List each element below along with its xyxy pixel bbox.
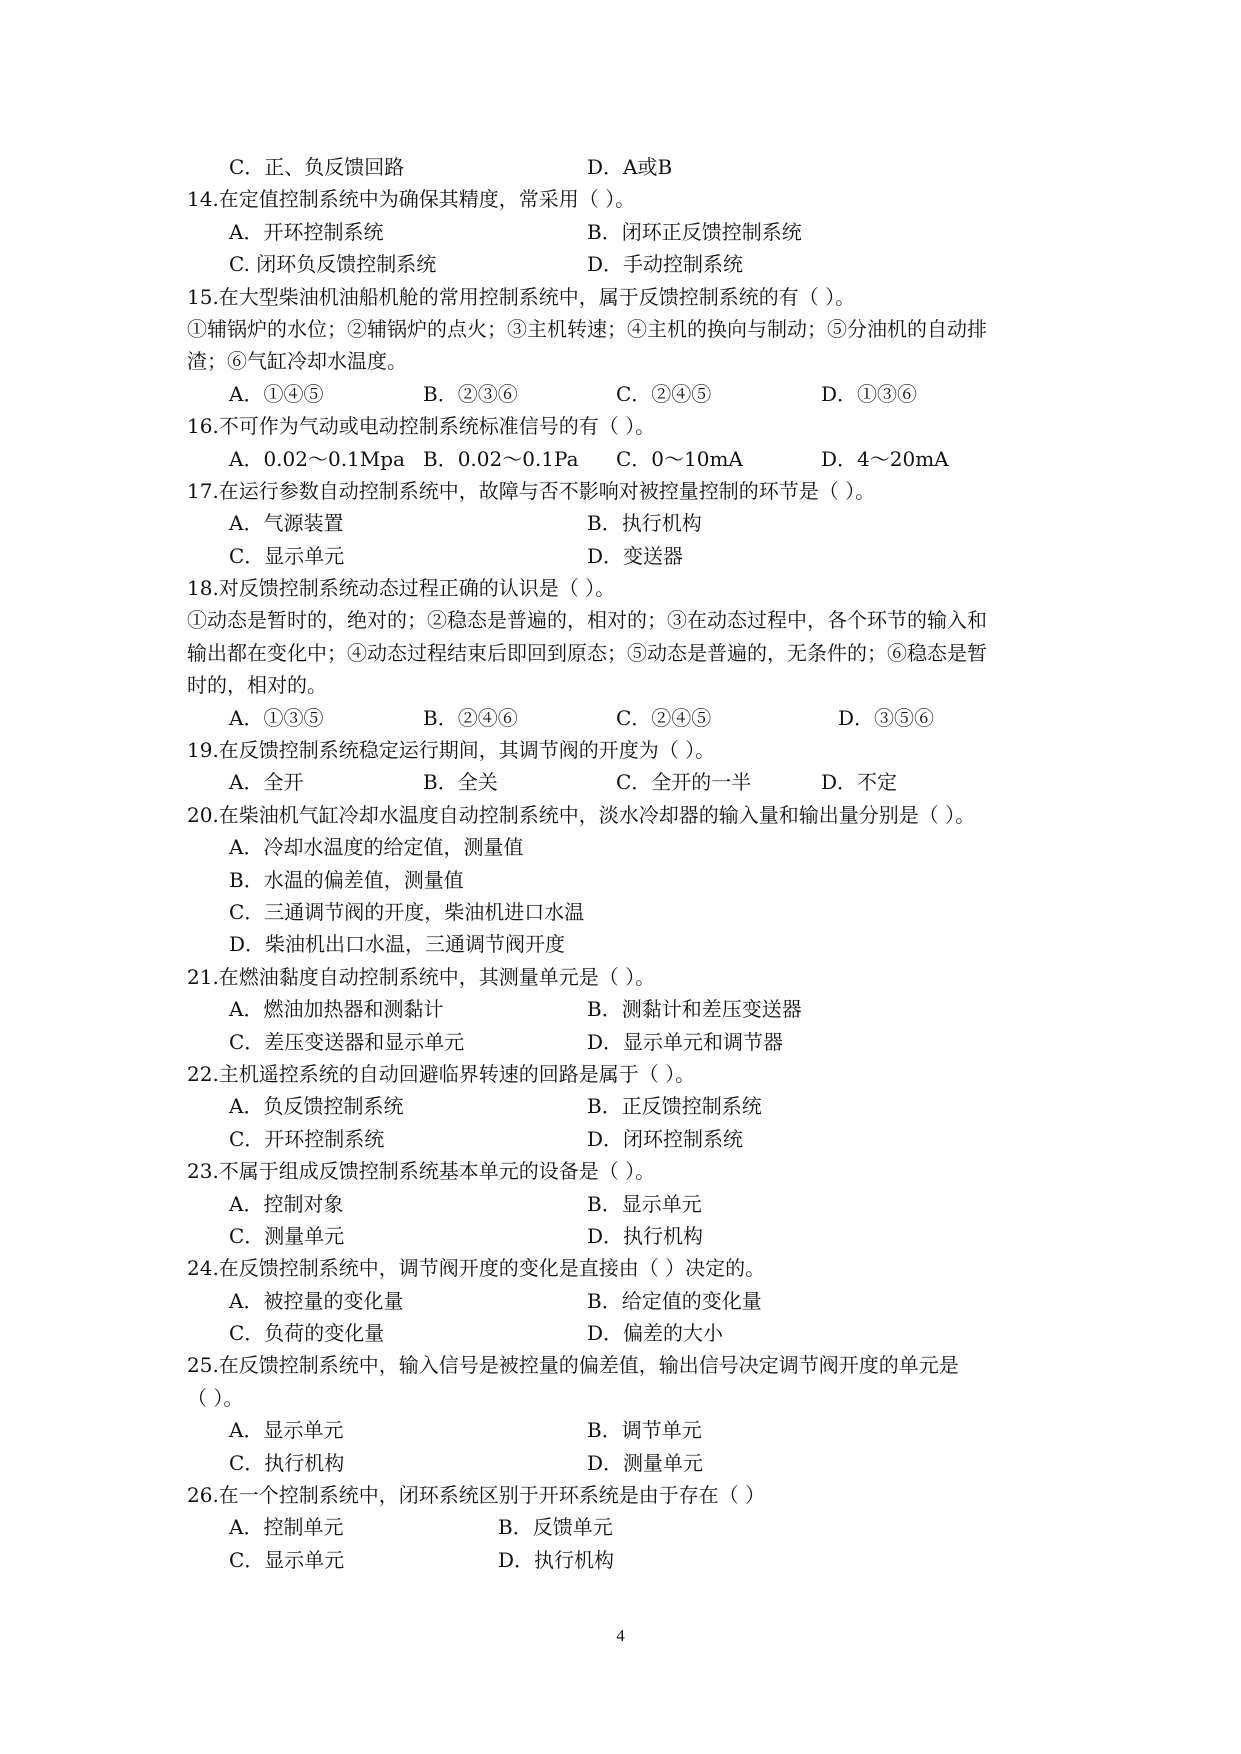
option-row [187,1447,1067,1479]
answer-option: B．水温的偏差值，测量值 [229,867,464,892]
answer-option: B．②④⑥ [423,705,518,730]
answer-option: D．执行机构 [587,1223,704,1248]
option-row [187,216,1067,248]
answer-option: D．偏差的大小 [587,1321,724,1346]
answer-option: C．0～10mA [616,446,743,471]
question-stem: 21.在燃油黏度自动控制系统中，其测量单元是（ ）。 [187,964,656,989]
question-stem: 14.在定值控制系统中为确保其精度，常采用（ ）。 [187,187,636,212]
question-stem: 26.在一个控制系统中，闭环系统区别于开环系统是由于存在（ ） [187,1483,766,1508]
option-row [187,507,1067,539]
option-row [187,1511,1067,1543]
question-text-line: 渣；⑥气缸冷却水温度。 [187,349,407,374]
question-list [187,151,1067,1576]
option-row [187,1090,1067,1122]
answer-option: D．闭环控制系统 [587,1126,744,1151]
option-row [187,766,1067,798]
answer-option: C．测量单元 [229,1223,345,1248]
question-stem: 24.在反馈控制系统中，调节阀开度的变化是直接由（ ）决定的。 [187,1256,766,1281]
option-row [187,993,1067,1025]
question-stem: 16.不可作为气动或电动控制系统标准信号的有（ ）。 [187,414,656,439]
answer-option: A．被控量的变化量 [229,1288,404,1313]
answer-option: D．执行机构 [498,1547,615,1572]
answer-option: A．开环控制系统 [229,219,384,244]
question-stem: 23.不属于组成反馈控制系统基本单元的设备是（ ）。 [187,1159,656,1184]
option-row [187,1414,1067,1446]
answer-option: A．冷却水温度的给定值，测量值 [229,835,524,860]
answer-option: C．全开的一半 [616,770,752,795]
answer-option: B．②③⑥ [423,381,518,406]
option-row [187,1285,1067,1317]
option-row [187,1317,1067,1349]
answer-option: B．全关 [423,770,498,795]
answer-option: A．0.02～0.1Mpa [229,446,405,471]
answer-option: A．气源装置 [229,511,344,536]
option-row [187,378,1067,410]
answer-option: D．柴油机出口水温，三通调节阀开度 [229,932,566,957]
answer-option: B．正反馈控制系统 [587,1094,762,1119]
answer-option: D．变送器 [587,543,684,568]
question-text-line: ①动态是暂时的，绝对的；②稳态是普遍的，相对的；③在动态过程中，各个环节的输入和 [187,608,987,633]
answer-option: B．执行机构 [587,511,702,536]
answer-option: C．负荷的变化量 [229,1321,385,1346]
answer-option: B．反馈单元 [498,1515,613,1540]
option-row [187,151,1067,183]
question-stem: 25.在反馈控制系统中，输入信号是被控量的偏差值，输出信号决定调节阀开度的单元是 [187,1353,959,1378]
option-row [187,540,1067,572]
answer-option: D．显示单元和调节器 [587,1029,784,1054]
answer-option: B．0.02～0.1Pa [423,446,579,471]
answer-option: D．测量单元 [587,1450,704,1475]
answer-option: D．不定 [821,770,898,795]
answer-option: D．A或B [587,155,673,179]
option-row [187,1544,1067,1576]
answer-option: C．显示单元 [229,543,345,568]
answer-option: B．测黏计和差压变送器 [587,997,802,1022]
question-text-line: （ ）。 [187,1385,244,1410]
answer-option: B．显示单元 [587,1191,702,1216]
answer-option: A．负反馈控制系统 [229,1094,404,1119]
answer-option: D．手动控制系统 [587,252,744,277]
answer-option: D．③⑤⑥ [838,705,935,730]
answer-option: C．差压变送器和显示单元 [229,1029,465,1054]
answer-option: C．②④⑤ [616,705,712,730]
question-stem: 17.在运行参数自动控制系统中，故障与否不影响对被控量控制的环节是（ ）。 [187,478,876,503]
question-stem: 22.主机遥控系统的自动回避临界转速的回路是属于（ ）。 [187,1061,696,1086]
question-stem: 18.对反馈控制系统动态过程正确的认识是（ ）。 [187,576,616,601]
answer-option: C．执行机构 [229,1450,345,1475]
answer-option: A．全开 [229,770,304,795]
question-stem: 20.在柴油机气缸冷却水温度自动控制系统中，淡水冷却器的输入量和输出量分别是（ ）。 [187,802,976,827]
answer-option: B．给定值的变化量 [587,1288,762,1313]
answer-option: B．调节单元 [587,1418,702,1443]
question-text-line: ①辅锅炉的水位；②辅锅炉的点火；③主机转速；④主机的换向与制动；⑤分油机的自动排 [187,316,987,341]
option-row [187,1220,1067,1252]
option-row [187,1123,1067,1155]
option-row [187,248,1067,280]
answer-option: A．①③⑤ [229,705,324,730]
page-number: 4 [616,1626,625,1645]
answer-option: C．三通调节阀的开度，柴油机进口水温 [229,899,585,924]
answer-option: B．闭环正反馈控制系统 [587,219,802,244]
answer-option: C．正、负反馈回路 [229,155,405,179]
answer-option: C．开环控制系统 [229,1126,385,1151]
answer-option: D．①③⑥ [821,381,918,406]
answer-option: C. 闭环负反馈控制系统 [229,252,437,277]
answer-option: A．控制单元 [229,1515,344,1540]
question-text-line: 输出都在变化中；④动态过程结束后即回到原态；⑤动态是普遍的，无条件的；⑥稳态是暂 [187,640,987,665]
question-text-line: 时的，相对的。 [187,673,327,698]
answer-option: C．②④⑤ [616,381,712,406]
option-row [187,1188,1067,1220]
answer-option: A．燃油加热器和测黏计 [229,997,444,1022]
answer-option: A．控制对象 [229,1191,344,1216]
option-row [187,702,1067,734]
question-stem: 15.在大型柴油机油船机舱的常用控制系统中，属于反馈控制系统的有（ ）。 [187,284,856,309]
answer-option: A．①④⑤ [229,381,324,406]
option-row [187,443,1067,475]
answer-option: C．显示单元 [229,1547,345,1572]
answer-option: A．显示单元 [229,1418,344,1443]
option-row [187,1026,1067,1058]
answer-option: D．4～20mA [821,446,949,471]
question-stem: 19.在反馈控制系统稳定运行期间，其调节阀的开度为（ ）。 [187,738,716,763]
